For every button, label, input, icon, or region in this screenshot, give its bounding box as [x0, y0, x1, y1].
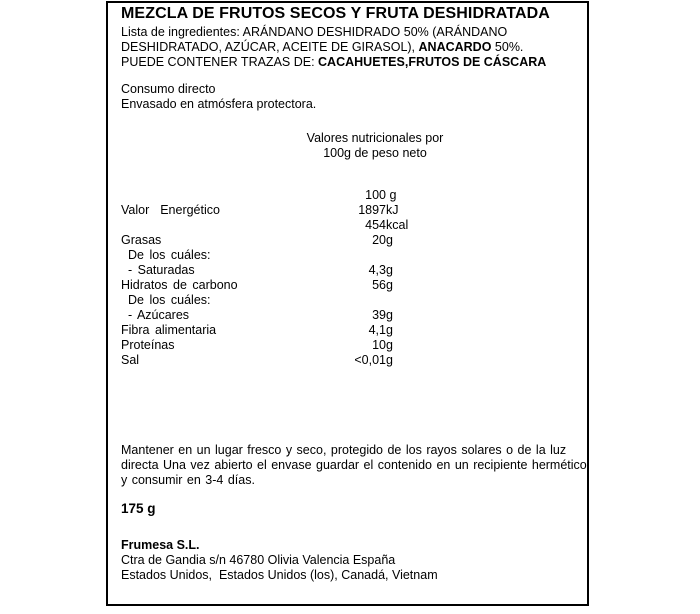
row-value-number: 10: [372, 338, 386, 352]
storage-line-2: directa Una vez abierto el envase guardar el contenido en un recipiente hermético: [121, 458, 587, 472]
row-value-unit: kJ: [386, 203, 399, 217]
row-label: Proteínas: [121, 338, 175, 352]
row-value-unit: g: [386, 263, 393, 277]
row-label: De los cuáles:: [128, 293, 211, 307]
row-value-unit: g: [386, 188, 397, 202]
nutrition-row: [121, 263, 575, 278]
nutrition-row: [121, 323, 575, 338]
row-value-unit: kcal: [386, 218, 409, 232]
distribution-countries: Estados Unidos, Estados Unidos (los), Canadá, Vietnam: [121, 568, 438, 582]
row-label: Hidratos de carbono: [121, 278, 238, 292]
company-address: Ctra de Gandia s/n 46780 Olivia Valencia España: [121, 553, 396, 567]
nutrition-row: [121, 278, 575, 293]
nutrition-row: [121, 353, 575, 368]
nutrition-row: [121, 248, 575, 263]
consumption-line-2: Envasado en atmósfera protectora.: [121, 97, 317, 111]
consumption-info: [121, 82, 575, 112]
nutrition-row: [121, 218, 575, 233]
storage-line-1: Mantener en un lugar fresco y seco, protegido de los rayos solares o de la luz: [121, 443, 567, 457]
row-label: De los cuáles:: [128, 248, 211, 262]
nutrition-heading: [175, 131, 575, 161]
nutrition-header-row: [121, 188, 575, 203]
row-value-number: 39: [372, 308, 386, 322]
row-value-number: [316, 248, 386, 263]
row-value-number: [316, 293, 386, 308]
ingredients-segment: DESHIDRATADO, AZÚCAR, ACEITE DE GIRASOL),: [121, 40, 419, 54]
consumption-line-1: Consumo directo: [121, 82, 216, 96]
ingredients-line-2: [121, 40, 575, 55]
ingredients-segment: Lista de ingredientes: ARÁNDANO DESHIDRADO 50% (ARÁNDANO: [121, 25, 508, 39]
storage-instructions: [121, 443, 587, 488]
ingredients-segment: PUEDE CONTENER TRAZAS DE:: [121, 55, 319, 69]
row-label: [121, 188, 316, 203]
nutrition-heading-line-2: 100g de peso neto: [323, 146, 427, 160]
nutrition-row: [121, 203, 575, 218]
row-label: Valor Energético: [121, 203, 220, 217]
ingredients-text: [121, 25, 575, 70]
allergen-bold-text: CACAHUETES,FRUTOS DE CÁSCARA: [318, 55, 547, 69]
ingredients-segment: 50%.: [491, 40, 524, 54]
ingredients-line-3: [121, 55, 575, 70]
nutrition-table: [121, 188, 575, 368]
nutrition-row: [121, 308, 575, 323]
storage-line-3: y consumir en 3-4 días.: [121, 473, 255, 487]
row-label: Grasas: [121, 233, 162, 247]
row-value-number: 454: [365, 218, 386, 232]
row-value-unit: g: [386, 323, 393, 337]
row-value-unit: g: [386, 308, 393, 322]
row-value-unit: g: [386, 278, 393, 292]
row-value-unit: g: [386, 353, 393, 367]
row-label: - Azúcares: [128, 308, 190, 322]
row-value-number: 20: [372, 233, 386, 247]
row-value-number: 4,1: [368, 323, 386, 337]
row-value-number: 56: [372, 278, 386, 292]
net-weight: 175 g: [121, 501, 156, 516]
ingredients-line-1: [121, 25, 575, 40]
nutrition-row: [121, 338, 575, 353]
row-value-number: 100: [365, 188, 386, 202]
company-name: Frumesa S.L.: [121, 538, 200, 552]
nutrition-heading-line-1: Valores nutricionales por: [306, 131, 444, 145]
nutrition-row: [121, 293, 575, 308]
nutrition-row: [121, 233, 575, 248]
row-label: Fibra alimentaria: [121, 323, 217, 337]
row-value-number: 4,3: [368, 263, 386, 277]
product-label-box: [106, 1, 589, 606]
company-info: [121, 538, 575, 583]
label-content: [108, 3, 587, 583]
row-value-unit: g: [386, 338, 393, 352]
ingredient-bold-anacardo: ANACARDO: [418, 40, 492, 54]
row-value-number: 1897: [358, 203, 386, 217]
row-label: - Saturadas: [128, 263, 195, 277]
row-value-unit: g: [386, 233, 393, 247]
row-label: Sal: [121, 353, 140, 367]
row-label: [121, 218, 316, 233]
product-title: MEZCLA DE FRUTOS SECOS Y FRUTA DESHIDRATADA: [121, 5, 550, 22]
row-value-number: <0,01: [354, 353, 386, 367]
